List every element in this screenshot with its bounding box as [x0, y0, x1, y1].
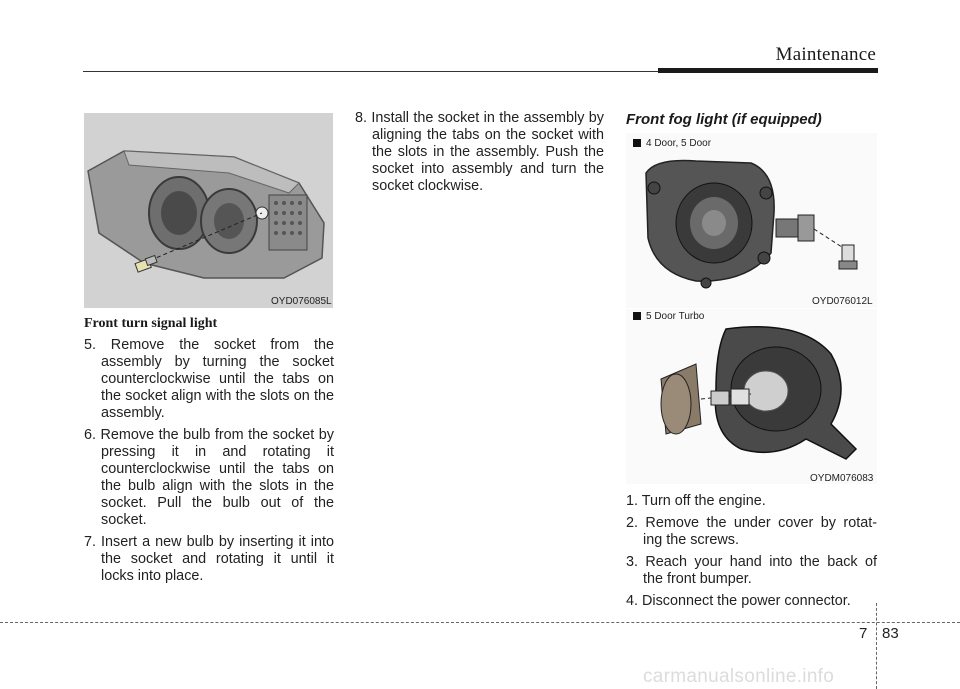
header-rule-accent: [658, 68, 878, 73]
list-item: 5. Remove the socket from the assembly by turning the socket counterclockwise until the tabs on the socket align with the slots on the assembly.: [84, 337, 334, 421]
fog-light-turbo-illustration: [626, 309, 877, 484]
fog-lamp-drawing: [626, 133, 877, 308]
fog-4door-variant-label: [633, 138, 711, 149]
turn-signal-illustration: [84, 113, 333, 308]
footer-rule: [0, 622, 960, 623]
list-item: 6. Remove the bulb from the socket by pressing it in and rotating it counterclockwise until the tabs on the bulb align with the slots in the socket. Pull the bulb out of the socket.: [84, 427, 334, 528]
watermark: carmanualsonline.info: [643, 666, 835, 687]
turn-signal-steps-continued: [355, 110, 604, 200]
variant-text: 5 Door Turbo: [646, 311, 705, 322]
fog-light-4door-illustration: [626, 133, 877, 308]
list-item: 8. Install the socket in the assembly by aligning the tabs on the socket with the slots in the assembly. Push the socket into assembly and turn the socket clockwise.: [355, 110, 604, 194]
footer-divider: [876, 603, 877, 689]
fog-turbo-figure-caption: OYDM076083: [810, 473, 874, 484]
list-item: 1. Turn off the engine.: [626, 493, 766, 509]
fog-light-section-title: Front fog light (if equipped): [626, 111, 822, 128]
fog-4door-figure-caption: OYD076012L: [812, 296, 873, 307]
list-item: 7. Insert a new bulb by inserting it into the socket and rotating it until it locks into place.: [84, 534, 334, 584]
square-bullet-icon: [633, 139, 641, 147]
page-number: 83: [882, 625, 899, 642]
square-bullet-icon: [633, 312, 641, 320]
list-item: 2. Remove the under cover by rotat- ing the screws.: [626, 515, 877, 548]
turn-signal-subtitle: Front turn signal light: [84, 316, 218, 331]
fog-lamp-turbo-drawing: [626, 309, 877, 484]
fog-light-steps: [626, 493, 877, 615]
page-header-title: Maintenance: [775, 44, 876, 65]
turn-signal-steps: [84, 337, 334, 590]
chapter-number: 7: [859, 625, 868, 642]
turn-signal-figure-caption: OYD076085L: [271, 296, 332, 307]
variant-text: 4 Door, 5 Door: [646, 138, 712, 149]
list-item: 4. Disconnect the power connector.: [626, 593, 851, 609]
list-item: 3. Reach your hand into the back of the front bumper.: [626, 554, 877, 587]
header-rule: [83, 71, 658, 72]
headlamp-assembly-drawing: [84, 113, 333, 308]
fog-turbo-variant-label: [633, 311, 704, 322]
